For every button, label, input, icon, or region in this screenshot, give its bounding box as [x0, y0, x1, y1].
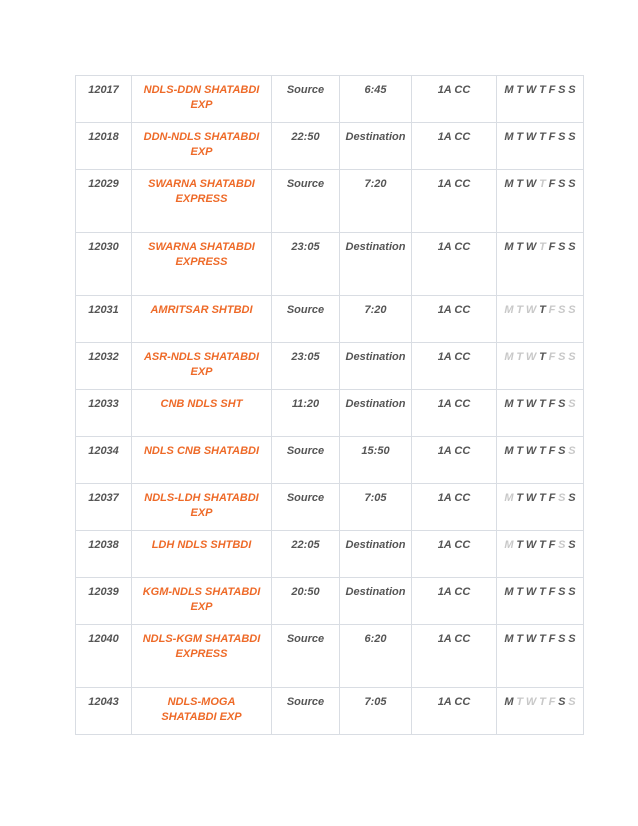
train-number: 12018: [76, 123, 132, 170]
day-indicator: M: [504, 539, 514, 551]
departure-time: Destination: [340, 531, 412, 578]
day-indicator: S: [568, 84, 576, 96]
departure-time: Destination: [340, 233, 412, 296]
departure-time: 7:05: [340, 484, 412, 531]
table-row: [76, 123, 584, 170]
train-number: 12037: [76, 484, 132, 531]
table-row: [76, 625, 584, 688]
day-indicator: W: [525, 304, 537, 316]
day-indicator: T: [539, 241, 546, 253]
day-indicator: F: [548, 398, 556, 410]
day-indicator: S: [558, 178, 566, 190]
train-number: 12043: [76, 688, 132, 735]
departure-time: Destination: [340, 390, 412, 437]
travel-class: 1A CC: [412, 233, 497, 296]
day-indicator: W: [525, 131, 537, 143]
day-indicator: T: [516, 84, 524, 96]
running-days: [497, 625, 584, 688]
running-days: [497, 688, 584, 735]
day-indicator: W: [525, 539, 537, 551]
day-indicator: M: [504, 351, 514, 363]
day-indicator: M: [504, 241, 514, 253]
day-indicator: S: [568, 304, 576, 316]
day-indicator: S: [568, 241, 576, 253]
day-indicator: F: [548, 304, 556, 316]
train-name: NDLS-MOGA SHATABDI EXP: [132, 688, 272, 735]
day-indicator: T: [539, 178, 546, 190]
day-indicator: S: [558, 304, 566, 316]
station-type: Source: [272, 625, 340, 688]
running-days: [497, 390, 584, 437]
day-indicator: M: [504, 131, 514, 143]
travel-class: 1A CC: [412, 531, 497, 578]
day-indicator: M: [504, 696, 514, 708]
station-type: 22:05: [272, 531, 340, 578]
day-indicator: T: [516, 696, 524, 708]
running-days: [497, 437, 584, 484]
train-number: 12030: [76, 233, 132, 296]
station-type: 20:50: [272, 578, 340, 625]
train-number: 12017: [76, 76, 132, 123]
day-indicator: W: [525, 398, 537, 410]
travel-class: 1A CC: [412, 390, 497, 437]
departure-time: Destination: [340, 123, 412, 170]
departure-time: 7:05: [340, 688, 412, 735]
day-indicator: T: [539, 539, 546, 551]
table-row: [76, 688, 584, 735]
day-indicator: M: [504, 445, 514, 457]
day-indicator: T: [539, 398, 546, 410]
day-indicator: T: [516, 492, 524, 504]
travel-class: 1A CC: [412, 76, 497, 123]
table-row: [76, 296, 584, 343]
train-number: 12029: [76, 170, 132, 233]
train-name: NDLS-DDN SHATABDI EXP: [132, 76, 272, 123]
day-indicator: W: [525, 241, 537, 253]
departure-time: 15:50: [340, 437, 412, 484]
train-number: 12033: [76, 390, 132, 437]
day-indicator: T: [516, 304, 524, 316]
table-row: [76, 437, 584, 484]
table-row: [76, 531, 584, 578]
running-days: [497, 296, 584, 343]
day-indicator: M: [504, 586, 514, 598]
train-number: 12039: [76, 578, 132, 625]
running-days: [497, 170, 584, 233]
running-days: [497, 484, 584, 531]
day-indicator: T: [516, 178, 524, 190]
day-indicator: S: [568, 539, 576, 551]
travel-class: 1A CC: [412, 484, 497, 531]
train-name: LDH NDLS SHTBDI: [132, 531, 272, 578]
day-indicator: M: [504, 398, 514, 410]
station-type: Source: [272, 170, 340, 233]
day-indicator: T: [539, 696, 546, 708]
day-indicator: F: [548, 445, 556, 457]
day-indicator: S: [568, 445, 576, 457]
day-indicator: T: [516, 351, 524, 363]
departure-time: 7:20: [340, 170, 412, 233]
day-indicator: T: [516, 539, 524, 551]
running-days: [497, 531, 584, 578]
day-indicator: S: [558, 131, 566, 143]
day-indicator: S: [558, 445, 566, 457]
day-indicator: S: [558, 633, 566, 645]
train-name: SWARNA SHATABDI EXPRESS: [132, 233, 272, 296]
train-number: 12032: [76, 343, 132, 390]
day-indicator: S: [568, 633, 576, 645]
station-type: 11:20: [272, 390, 340, 437]
day-indicator: F: [548, 241, 556, 253]
train-number: 12031: [76, 296, 132, 343]
train-name: ASR-NDLS SHATABDI EXP: [132, 343, 272, 390]
running-days: [497, 233, 584, 296]
day-indicator: T: [539, 633, 546, 645]
station-type: 23:05: [272, 343, 340, 390]
departure-time: 6:20: [340, 625, 412, 688]
table-row: [76, 390, 584, 437]
station-type: Source: [272, 484, 340, 531]
day-indicator: S: [558, 241, 566, 253]
day-indicator: M: [504, 304, 514, 316]
train-name: CNB NDLS SHT: [132, 390, 272, 437]
day-indicator: F: [548, 351, 556, 363]
departure-time: Destination: [340, 578, 412, 625]
table-row: [76, 578, 584, 625]
day-indicator: S: [568, 351, 576, 363]
day-indicator: S: [568, 398, 576, 410]
day-indicator: T: [516, 241, 524, 253]
day-indicator: T: [516, 445, 524, 457]
day-indicator: S: [568, 696, 576, 708]
travel-class: 1A CC: [412, 123, 497, 170]
station-type: 22:50: [272, 123, 340, 170]
day-indicator: F: [548, 492, 556, 504]
day-indicator: T: [516, 586, 524, 598]
table-row: [76, 484, 584, 531]
day-indicator: F: [548, 84, 556, 96]
day-indicator: T: [539, 351, 546, 363]
day-indicator: S: [568, 131, 576, 143]
train-number: 12034: [76, 437, 132, 484]
train-number: 12038: [76, 531, 132, 578]
day-indicator: S: [558, 539, 566, 551]
station-type: 23:05: [272, 233, 340, 296]
day-indicator: M: [504, 84, 514, 96]
travel-class: 1A CC: [412, 578, 497, 625]
day-indicator: W: [525, 178, 537, 190]
running-days: [497, 76, 584, 123]
station-type: Source: [272, 688, 340, 735]
train-number: 12040: [76, 625, 132, 688]
departure-time: 6:45: [340, 76, 412, 123]
train-name: SWARNA SHATABDI EXPRESS: [132, 170, 272, 233]
day-indicator: T: [516, 398, 524, 410]
day-indicator: T: [539, 492, 546, 504]
travel-class: 1A CC: [412, 296, 497, 343]
departure-time: 7:20: [340, 296, 412, 343]
day-indicator: T: [539, 84, 546, 96]
day-indicator: S: [558, 586, 566, 598]
day-indicator: F: [548, 131, 556, 143]
travel-class: 1A CC: [412, 437, 497, 484]
train-name: NDLS-LDH SHATABDI EXP: [132, 484, 272, 531]
station-type: Source: [272, 437, 340, 484]
day-indicator: W: [525, 351, 537, 363]
running-days: [497, 578, 584, 625]
day-indicator: S: [568, 178, 576, 190]
day-indicator: W: [525, 445, 537, 457]
day-indicator: T: [539, 586, 546, 598]
day-indicator: S: [558, 351, 566, 363]
day-indicator: W: [525, 492, 537, 504]
table-row: [76, 76, 584, 123]
station-type: Source: [272, 296, 340, 343]
day-indicator: T: [516, 633, 524, 645]
day-indicator: F: [548, 696, 556, 708]
day-indicator: F: [548, 539, 556, 551]
running-days: [497, 343, 584, 390]
travel-class: 1A CC: [412, 343, 497, 390]
day-indicator: T: [539, 131, 546, 143]
day-indicator: F: [548, 633, 556, 645]
day-indicator: T: [539, 304, 546, 316]
day-indicator: T: [539, 445, 546, 457]
travel-class: 1A CC: [412, 625, 497, 688]
day-indicator: S: [558, 492, 566, 504]
day-indicator: T: [516, 131, 524, 143]
day-indicator: S: [558, 398, 566, 410]
day-indicator: F: [548, 178, 556, 190]
train-schedule-table: [75, 75, 584, 735]
day-indicator: W: [525, 84, 537, 96]
train-name: KGM-NDLS SHATABDI EXP: [132, 578, 272, 625]
day-indicator: S: [568, 492, 576, 504]
table-row: [76, 233, 584, 296]
day-indicator: S: [558, 84, 566, 96]
table-row: [76, 343, 584, 390]
travel-class: 1A CC: [412, 170, 497, 233]
travel-class: 1A CC: [412, 688, 497, 735]
train-name: DDN-NDLS SHATABDI EXP: [132, 123, 272, 170]
day-indicator: W: [525, 586, 537, 598]
day-indicator: S: [568, 586, 576, 598]
day-indicator: M: [504, 492, 514, 504]
station-type: Source: [272, 76, 340, 123]
train-name: NDLS-KGM SHATABDI EXPRESS: [132, 625, 272, 688]
train-schedule-body: [76, 76, 584, 735]
table-row: [76, 170, 584, 233]
train-name: NDLS CNB SHATABDI: [132, 437, 272, 484]
departure-time: Destination: [340, 343, 412, 390]
day-indicator: M: [504, 633, 514, 645]
train-name: AMRITSAR SHTBDI: [132, 296, 272, 343]
day-indicator: S: [558, 696, 566, 708]
day-indicator: W: [525, 696, 537, 708]
day-indicator: F: [548, 586, 556, 598]
day-indicator: M: [504, 178, 514, 190]
running-days: [497, 123, 584, 170]
day-indicator: W: [525, 633, 537, 645]
